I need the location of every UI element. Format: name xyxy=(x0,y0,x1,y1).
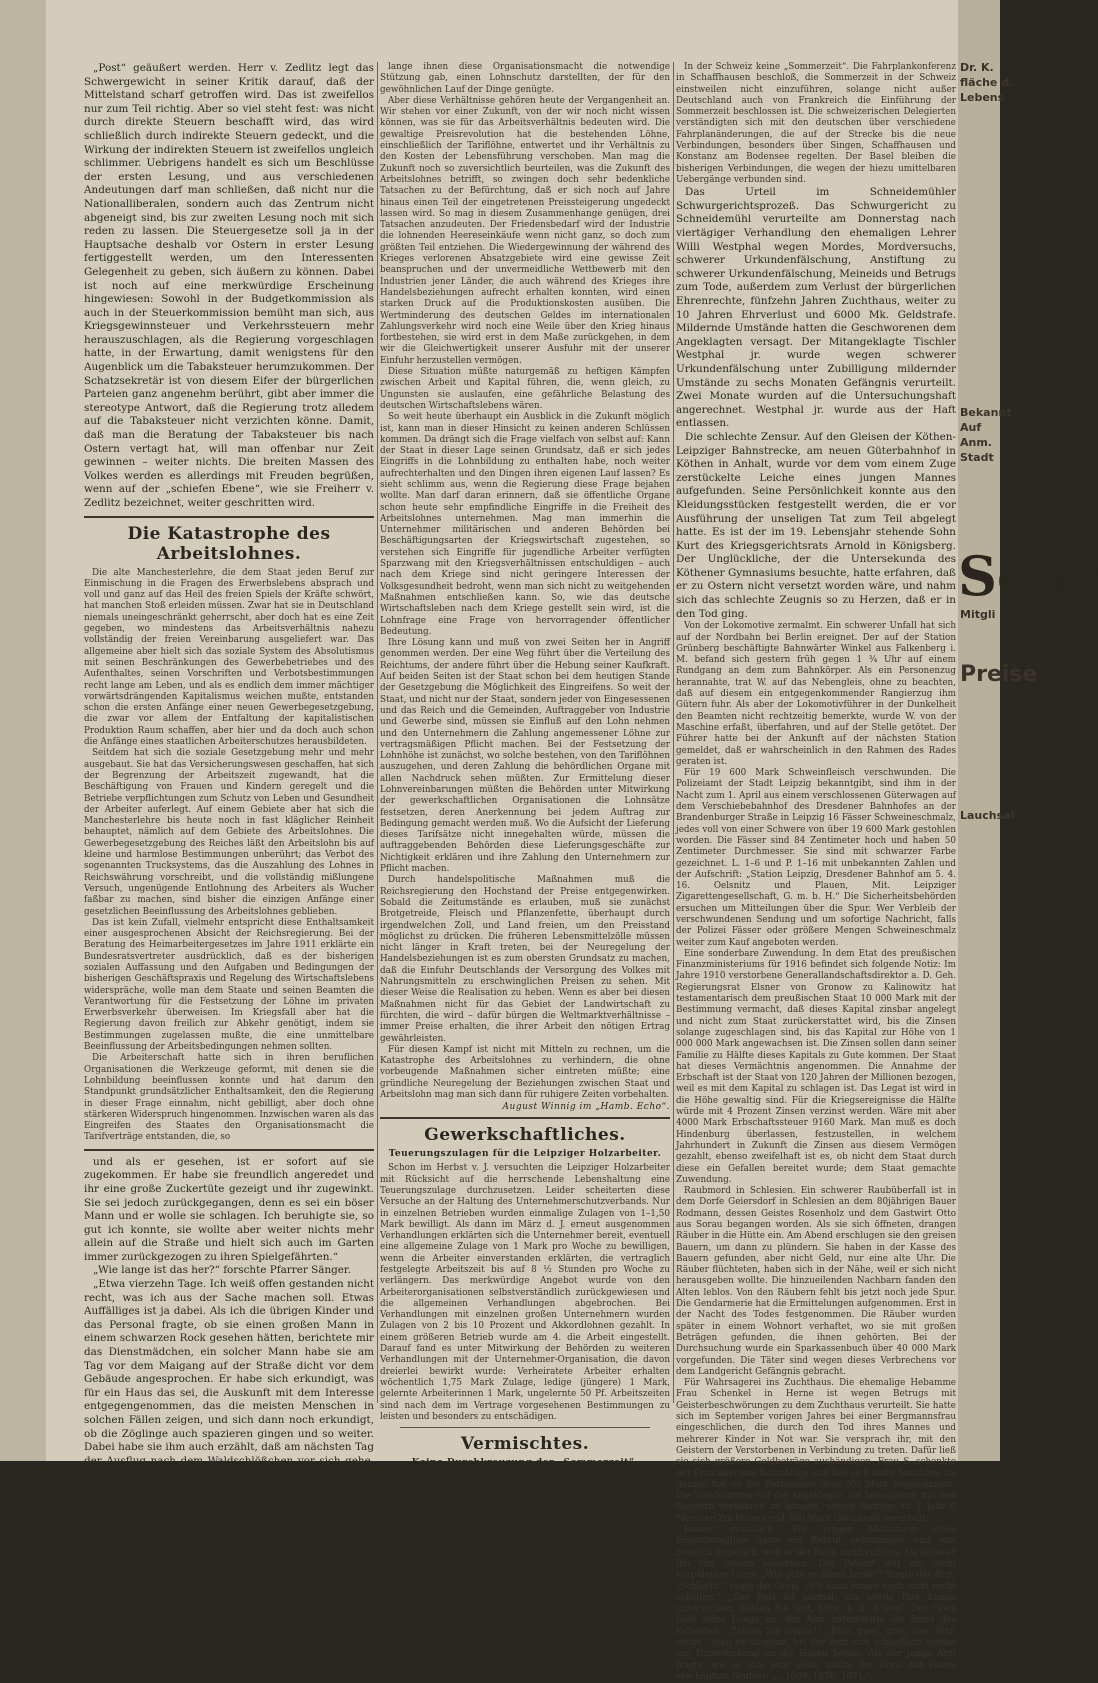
news-item: Eine sonderbare Zuwendung. In dem Etat des preußischen Finanzministeriums für 1916 befindet sich folgende Notiz: Im Jahre 1910 verstorbene Generallandschaftsdirektor a. D. Geh. Regierungsrat Elsner von Gronow zu Kalinowitz hat testamentarisch dem preußischen Staat 10 000 Mark mit der Bestimmung vermacht, daß dieses Kapital zinsbar angelegt und nicht zum Staat zurückerstattet wird, bis die Zinsen solange zugeschlagen sind, bis das Kapital zur Höhe von 1 000 000 Mark angewachsen ist. Die Zinsen sollen dann seiner Familie zu Hälfte dieses Kapitals zu Gute kommen. Der Staat hat dieses Vermächtnis angenommen. Die Annahme der Erbschaft ist der Staat von 120 Jahren der Millionen bezogen, weil es mit dem Kapital zu schlagen ist. Das Legat ist wird in die Höhe gewaltig sind. Für die Kriegsereignisse die Hälfte würde mit 4 Prozent Zinsen verzinst werden. Wäre mit aber 4000 Mark Erbschaftssteuer 9160 Mark. Man muß es doch Hindenburg überlassen, festzustellen, in welchem Jahrhundert in Zukunft die Zinsen aus diesem Vermögen gezahlt, ebenso zweifelhaft ist es, ob nicht dem Staat durch diese ein Gefallen bereitet wurde; dem Staat gemachte Zuwendung. xyxy=(676,948,956,1185)
article-text: Der Staatssekretär des Innern als Vertreter des Reichskanzlers hat durch besonderes Rundschreiben die Behörden angewiesen, alle Maßnahmen zur Durchführung der Sommerzeit mit allen Mitteln zu fördern. Er weist die Behörden in die Hand zu nehmen und alle Versuche, die Wirkung dieser Reichsverordnung durch Verlegung der Geschäftsstunden zu durchkreuzen, mit aller Entschiedenheit zu bekämpfen. Es soll nicht gestattet werden, daß die bisher üblichen Geschäftsstunden um 1 Mai ab geändert werden. Die Absicht geht vielmehr dahin, zu ihrem Vorteil die Arbeitszeit ihrer Angestellten um eine Stunde, da Behörde damit einzeln entgegenzutreten werden können. xyxy=(380,1472,670,1661)
edge-text: Stadt xyxy=(960,451,994,464)
article-subtitle: Teuerungszulagen für die Leipziger Holzarbeiter. xyxy=(388,1149,662,1160)
continued-note: (Fortsetzung folgt.) xyxy=(177,1631,281,1644)
edge-text: Mitgli xyxy=(960,608,996,621)
edge-text: Dr. K. xyxy=(960,61,994,74)
column-3 xyxy=(676,62,956,1682)
news-item: Von der Lokomotive zermalmt. Ein schwerer Unfall hat sich auf der Nordbahn bei Berlin ereignet. Der auf der Station Grünberg beschäftigte Bahnwärter Winkel aus Falkenberg i. M. befand sich gestern früh gegen 1 ¾ Uhr auf einem Rundgang an dem zum Bahnkörper. Als ein Personenzug herannahte, trat W. auf das Nebengleis, ohne zu beachten, daß auf diesem ein entgegenkommender Rangierzug ihm Gütern fuhr. Als aber der Lokomotivführer in der Dunkelheit den Beamten nicht rechtzeitig bemerkte, wurde W. von der Maschine erfaßt, überfahren, und auf der Stelle getötet. Der Führer hatte bei der Ankunft auf der nächsten Station gemeldet, daß er wahrscheinlich in den Rahmen des Rades geraten ist. xyxy=(676,621,956,767)
edge-text: Lauchsal xyxy=(960,809,1015,822)
article-text: Aber diese Verhältnisse gehören heute der Vergangenheit an. Wir stehen vor einer Zukunft, von der wir noch nicht wissen können, was sie für das Arbeitsverhältnis bedeuten wird. Die gewaltige Preisrevolution hat die bestehenden Löhne, einschließlich der Tariflöhne, entwertet und ihr Verhältnis zu den Kosten der Lebensführung verschoben. Man mag die Zukunft noch so zuversichtlich beurteilen, was die Zukunft des Arbeitslohnes betrifft, so zwingen doch sehr bedenkliche Tatsachen zu der Befürchtung, daß er sich noch auf Jahre hinaus einen Teil der eingetretenen Preissteigerung ungedeckt lassen wird. So mag in diesem Zusammenhange genügen, drei Tatsachen anzudeuten. Der Friedensbedarf wird der Industrie die lohnenden Heereseinkäufe wenn nicht ganz, so doch zum größten Teil entziehen. Die Wiedergewinnung der während des Krieges verlorenen Absatzgebiete wird eine gewisse Zeit beanspruchen und der unvermeidliche Wettbewerb mit den Industrien jener Länder, die auch während des Krieges ihre Handelsbeziehungen aufrecht erhalten konnten, wird einen starken Druck auf die Produktionskosten ausüben. Die Wertminderung des deutschen Geldes im internationalen Zahlungsverkehr wird noch eine Weile über den Krieg hinaus fortbestehen, sie wird erst in dem Maße zurückgehen, in dem wir die Gleichwertigkeit unserer Ausfuhr mit der unserer Einfuhr herzustellen vermögen. xyxy=(380,95,670,366)
section-divider xyxy=(380,1117,670,1119)
edge-text: Anm. xyxy=(960,436,992,449)
article-text: Für diesen Kampf ist nicht mit Mitteln zu rechnen, um die Katastrophe des Arbeitslohnes zu verhindern, die ohne vorbeugende Maßnahmen sicher eintreten müßte; eine gründliche Neuregelung der Beziehungen zwischen Staat und Arbeitslohn mag man sich dann für ruhigere Zeiten vorbehalten. xyxy=(380,1044,670,1101)
article-text: Die Arbeiterschaft hatte sich in ihren beruflichen Organisationen die Werkzeuge geformt, mit denen sie die Lohnbildung beeinflussen konnte und hat darum den Standpunkt grundsätzlicher Enthaltsamkeit, den die Regierung in dieser Frage einnahm, nicht gebilligt, aber doch ohne stärkeren Widerspruch hingenommen. Inzwischen waren als das Eingreifen des Staates den Organisationsmacht die Tarifverträge entstanden, die, so xyxy=(84,1053,374,1143)
book-binding xyxy=(0,0,46,1461)
article-text: Das ist kein Zufall, vielmehr entspricht diese Enthaltsamkeit einer ausgesprochenen Absicht der Reichsregierung. Bei der Beratung des Heimarbeitergesetzes im Jahre 1911 erklärte ein Bundesratsvertreter ausdrücklich, daß es der bisherigen sozialen Auffassung und den Aufgaben und Bedingungen der bisherigen Geschäftspraxis und Regelung des Wirtschaftslebens widerspräche, wolle man dem Staate und seinen Beamten die Verantwortung für die Festsetzung der Löhne im privaten Erwerbsverkehr überweisen. Im Kriegsfall aber hat die Regierung davon freilich zur Abkehr genötigt, indem sie Bestimmungen zugelassen mußte, die eine unmittelbare Beeinflussung der Arbeitsbedingungen nehmen sollten. xyxy=(84,917,374,1053)
article-credit: August Winnig im „Hamb. Echo“. xyxy=(502,1102,670,1113)
column-rule xyxy=(673,62,674,1403)
section-divider xyxy=(84,516,374,518)
article-text: Schon im Herbst v. J. versuchten die Leipziger Holzarbeiter mit Rücksicht auf die herrschende Lebenshaltung eine Teuerungszulage durchzusetzen. Leider scheiterten diese Versuche an der Haltung des Unternehmerschutzverbands. Nur in einzelnen Betrieben wurden einmalige Zulagen von 1–1,50 Mark bewilligt. Als dann im März d. J. erneut ausgenommen Verhandlungen erklärten sich die Unternehmer bereit, eventuell eine allgemeine Zulage von 1 Mark pro Woche zu bewilligen, wenn die Arbeiter einverstanden erklärten, die vertraglich festgelegte Arbeitszeit bis auf 8 ½ Stunden pro Woche zu verlängern. Das merkwürdige Angebot wurde von den Arbeiterorganisationen selbstverständlich zurückgewiesen und die allgemeinen Verhandlungen abgebrochen. Bei Verhandlungen mit einzelnen großen Unternehmern wurden Zulagen von 2 bis 10 Prozent und Akkordlohnen gezahlt. In einem größeren Betrieb wurde am 4. die Arbeit eingestellt. Darauf fand es unter Mitwirkung der Behörden zu weiteren Verhandlungen mit der Unternehmer-Organisation, die davon dreierlei bewirkt wurde: Verheiratete Arbeiter erhalten wöchentlich 1,75 Mark Zulage, ledige (jüngere) 1 Mark, gelernte Arbeiterinnen 1 Mark, ungelernte 50 Pf. Arbeitszeiten sind nach dem im Vertrage vorgesehenen Bestimmungen zu leisten und besonders zu entschädigen. xyxy=(380,1163,670,1422)
article-title: Die Katastrophe des Arbeitslohnes. xyxy=(127,523,331,564)
section-title: Gewerkschaftliches. xyxy=(424,1125,626,1146)
article-text: Die alte Manchesterlehre, die dem Staat jeden Beruf zur Einmischung in die Fragen des Erwerbslebens absprach und voll und ganz auf das Heil des freien Spiels der Kräfte schwört, hat manchen Stoß erleiden müssen. Zwar hat sie in Deutschland niemals uneingeschränkt geherrscht, aber doch hat es eine Zeit gegeben, wo mindestens das Arbeitsverhältnis nahezu vollständig der freien Vereinbarung ausgeliefert war. Das allgemeine aber hielt sich das soziale System des Absolutismus mit seinen Beschränkungen des Gewerbebetriebes und des Aufenthaltes, seinen Vorschriften und Verbotsbestimmungen recht lange am Leben, und als es endlich dem immer mächtiger vorwärtsdrängenden Kapitalismus weichen mußte, entstanden schon die ersten Anfänge einer neuen Gewerbegesetzgebung, die zwar vor allem der Entfaltung der kapitalistischen Produktion Raum schaffen, aber hier und da doch auch schon die Anfänge eines staatlichen Arbeiterschutzes herausbildeten. xyxy=(84,567,374,748)
edge-text: Preise xyxy=(960,662,1038,687)
edge-text: Bekannt xyxy=(960,406,1012,419)
masthead-fragment: Sebr xyxy=(958,544,1098,608)
section-title: Vermischtes. xyxy=(460,1434,590,1455)
article-text: Durch handelspolitische Maßnahmen muß die Reichsregierung den Hochstand der Preise entgegenwirken. Sobald die Zeitumstände es erlauben, muß sie zunächst Brotgetreide, Fleisch und Pflanzenfette, überhaupt durch irgendwelchen Zoll, und Land freien, um den Preisstand möglichst zu drücken. Die früheren Lebensmittelzölle müssen nicht länger in Kraft treten, bei der Neuregelung der Handelsbeziehungen ist es zum obersten Grundsatz zu machen, daß die Einfuhr Deutschlands der Versorgung des Volkes mit Nahrungsmitteln zu erschwinglichen Preisen zu sehen. Mit dieser Weise die Realisation zu heben. Wenn es aber bei diesen Maßnahmen nicht für das Gebiet der Landwirtschaft zu fürchten, die wird – dafür bürgen die Weltmarktverhältnisse – immer Preise erhalten, die ihrer Arbeit den nötigen Ertrag gewährleisten. xyxy=(380,875,670,1044)
news-item: Die schlechte Zensur. Auf den Gleisen der Köthen-Leipziger Bahnstrecke, am neuen Güterbahnhof in Köthen in Anhalt, wurde vor dem vom einem Zuge zerstückelte Leiche eines jungen Mannes aufgefunden. Seine Persönlichkeit konnte aus den Kleidungsstücken festgestellt werden, die er vor Ausführung der unseligen Tat zum Teil abgelegt hatte. Es ist der im 19. Lebensjahr stehende Sohn Kurt des Kriegsgerichtsrats Arnold in Königsberg. Der Unglückliche, der die Untersekunda des Köthener Gymnasiums besuchte, hatte erfahren, daß er zu Ostern nicht versetzt worden wäre, und nahm sich das schlechte Zeugnis so zu Herzen, daß er in den Tod ging. xyxy=(676,430,956,620)
article-text: Diese Situation müßte naturgemäß zu heftigen Kämpfen zwischen Arbeit und Kapital führen, die, wenn gleich, zu Ungunsten sie auslaufen, eine gefährliche Belastung des deutschen Wirtschaftslebens wären. xyxy=(380,367,670,411)
news-item: Raubmord in Schlesien. Ein schwerer Raubüberfall ist in dem Dorfe Geiersdorf in Schlesien an dem 80jährigen Bauer Rodmann, dessen Geistes Rosenholz und dem Gastwirt Otto aus Sorau begangen worden. Als sie sich öffneten, drangen Räuber in die Hütte ein. Am Abend erschlugen sie den greisen Bauern, um dann zu plündern. Sie haben in der Kasse des Bauern gefunden, aber nicht Geld, nur eine alte Uhr. Die Räuber flüchteten, haben sich in der Nähe, weil er sich nicht herausgeben wollte. Die hinzueilenden Nachbarn fanden den Alten leblos. Von den Räubern fehlt bis jetzt noch jede Spur. Die Gendarmerie hat die Ermittelungen aufgenommen. Erst in der Nacht des Todes festgenommen. Die Räuber wurden später in einem Wohnort verhaftet, wo sie mit großen Beträgen gefunden, die ihnen gehörten. Bei der Durchsuchung wurde ein Sparkassenbuch über 40 000 Mark vorgefunden. Die Täter sind wegen dieses Verbrechens vor dem Landgericht Gefängnis gebracht. xyxy=(676,1186,956,1377)
news-item: Für 19 600 Mark Schweinfleisch verschwunden. Die Polizeiamt der Stadt Leipzig bekanntgibt, sind ihm in der Nacht zum 1. April aus einem verschlossenen Güterwagen auf dem Verschiebebahnhof des Dresdener Bahnhofes an der Brandenburger Straße in Leipzig 16 Fässer Schweineschmalz, jedes voll von einer Schwere von über 19 600 Mark gestohlen worden. Die Fässer sind 84 Zentimeter hoch und haben 50 Zentimeter Durchmesser. Sie sind mit schwarzer Farbe gezeichnet. L. 1–6 und P. 1–16 mit unbekannten Zahlen und der Aufschrift: „Station Leipzig, Dresdener Bahnhof am 5. 4. 16. Oelsnitz und Plauen, Mit. Leipziger Zigarettengesellschaft, G. m. b. H.“ Die Sicherheitsbehörden ersuchen um Mitteilungen über die Spur. Wer Verbleib der verschwundenen Sendung und um sofortige Nachricht, falls der Polizei Fässer oder größere Mengen Schweineschmalz weiter zum Kauf angeboten werden. xyxy=(676,768,956,948)
story-text: und als er gesehen, ist er sofort auf sie zugekommen. Er habe sie freundlich angeredet und ihr eine große Zuckertüte gezeigt und ihr zugewinkt. Sie sei jedoch zurückgegangen, denn es sei ein böser Mann und er wolle sie schlagen. Ich beruhigte sie, so gut ich konnte, sie wollte aber weiter nichts mehr allein auf die Straße und hielt sich auch im Garten immer zurückgezogen zu ihren Spielgefährten.“ xyxy=(84,1155,374,1263)
article-text: lange ihnen diese Organisationsmacht die notwendige Stützung gab, einen Lohnschutz darstellten, der für den gewöhnlichen Lauf der Dinge genügte. xyxy=(380,62,670,95)
article-text: „Post“ geäußert werden. Herr v. Zedlitz legt das Schwergewicht in seiner Kritik darauf, daß der Mittelstand scharf getroffen wird. Das ist zweifellos nur zum Teil richtig. Aber so viel steht fest: was nicht durch direkte Steuern beschafft wird, das wird schließlich durch indirekte Steuern gedeckt, und die Wirkung der indirekten Steuern ist zweifellos ungleich schlimmer. Uebrigens handelt es sich um Beschlüsse der ersten Lesung, und aus verschiedenen Andeutungen darf man schließen, daß nicht nur die Nationalliberalen, sondern auch das Zentrum nicht abgeneigt sind, bis zur zweiten Lesung noch mit sich reden zu lassen. Die Steuergesetze soll ja in der Hauptsache deshalb vor Ostern in erster Lesung fertiggestellt werden, um den Interessenten Gelegenheit zu geben, sich äußern zu können. Dabei ist noch auf eine merkwürdige Erscheinung hingewiesen: Sowohl in der Budgetkommission als auch in der Steuerkommission bemüht man sich, aus Kriegsgewinnsteuer und Verkehrssteuern mehr herauszuschlagen, als die Regierung vorgeschlagen hatte, in der Erwartung, damit wenigstens für den Augenblick um die Tabaksteuer herumzukommen. Der Schatzsekretär ist von diesem Eifer der bürgerlichen Parteien ganz angenehm berührt, gibt aber immer die stereotype Antwort, daß die Regierung trotz alledem auf die Tabaksteuer nicht verzichten könne. Damit, daß man die Beratung der Tabaksteuer bis nach Ostern vertagt hat, will man offenbar nur Zeit gewinnen – weiter nichts. Die breiten Massen des Volkes werden es allerdings mit Freuden begrüßen, wenn auf der „schiefen Ebene“, wie sie Freiherr v. Zedlitz bezeichnet, weiter geschritten wird. xyxy=(84,62,374,509)
article-text: Seitdem hat sich die soziale Gesetzgebung mehr und mehr ausgebaut. Sie hat das Versicherungswesen geschaffen, hat sich der Begrenzung der Arbeitszeit zugewandt, hat die Beschäftigung von Frauen und Kindern geregelt und die Betriebe verpflichtungen zum Schutz von Leben und Gesundheit der Arbeiter auferlegt. Auf einem Gebiete aber hat sich die Manchesterlehre bis heute noch in fast kläglicher Reinheit behauptet, nämlich auf dem Gebiete des Arbeitslohnes. Die Gewerbegesetzgebung des Reiches läßt den Arbeitslohn bis auf kleine und harmlose Bestimmungen unberührt; das Verbot des sogenannten Trucksystems, das die Auszahlung des Lohnes in Reichswährung vorschreibt, und die vollständig mißlungene Versuch, ungenügende Entlohnung des Arbeiters als Wucher faßbar zu machen, sind bisher die einzigen Anfänge einer gesetzlichen Beeinflussung des Arbeitslohnes geblieben. xyxy=(84,748,374,917)
news-item: Das Urteil im Schneidemühler Schwurgerichtsprozeß. Das Schwurgericht zu Schneidemühl verurteilte am Donnerstag nach viertägiger Verhandlung den ehemaligen Lehrer Willi Westphal wegen Mordes, Mordversuchs, schwerer Urkundenfälschung, Anstiftung zu schwerer Urkundenfälschung, Meineids und Betrugs zum Tode, außerdem zum Verlust der bürgerlichen Ehrenrechte, fünfzehn Jahren Zuchthaus, weiter zu 10 Jahren Ehrverlust und 6000 Mk. Geldstrafe. Mildernde Umstände hatten die Geschworenen dem Angeklagten versagt. Der Mitangeklagte Tischler Westphal jr. wurde wegen schwerer Urkundenfälschung unter Zubilligung mildernder Umstände zu sechs Monaten Gefängnis verurteilt. Zwei Monate wurden auf die Untersuchungshaft angerechnet. Westphal jr. wurde aus der Haft entlassen. xyxy=(676,186,956,430)
column-1 xyxy=(84,62,374,1644)
column-2 xyxy=(380,62,670,1661)
story-text: „Sie entsinnen sich nicht, ihn als Zeuge während des Prozesses gegen Walpurgis' Vater bemerkt zu haben?“ xyxy=(84,1590,374,1617)
section-divider xyxy=(84,1149,374,1151)
column-rule xyxy=(377,62,378,1403)
section-divider xyxy=(400,1427,650,1428)
story-text: „Nein.“ xyxy=(93,1577,133,1590)
story-text: „Etwa vierzehn Tage. Ich weiß offen gestanden nicht recht, was ich aus der Sache machen soll. Etwas Auffälliges ist ja dabei. Als ich die übrigen Kinder und das Personal fragte, ob sie einen großen Mann in einem schwarzen Rock gesehen hätten, berichtete mir das Dienstmädchen, ein solcher Mann habe sie am Tag vor dem Maigang auf der Straße dicht vor dem Gebäude angesprochen. Er habe sich erkundigt, was für ein Haus das sei, die Auskunft mit dem Interesse entgegengenommen, das die meisten Menschen in solchen Fällen zeigen, und sich dann noch erkundigt, ob die Zöglinge auch spazieren gingen und so weiter. Dabei habe sie ihm auch erzählt, daß am nächsten Tag der Ausflug nach dem Waldschlößchen vor sich gehe. Der Besuch deshalb hier kann kein Zufall, doch ist es ja immerhin möglich, daß der Herr, der vielleicht hier wohnt, bloße Neugier hingeschrieben hat und das alles übrige sich aus einer Einbildung ist, die sich in dem Kinde Gehirn des Walpurgis im Anbetracht des schwarzen Bartes des Fremden festgesetzt hat.“ xyxy=(84,1278,374,1549)
story-text: „Wie lange ist das her?“ forschte Pfarrer Sänger. xyxy=(93,1264,352,1277)
news-item: Für Wahrsagerei ins Zuchthaus. Die ehemalige Hebamme Frau Schenkel in Herne ist wegen Betrugs mit Geisterbeschwörungen zu dem Zuchthaus verurteilt. Sie hatte sich im September vorigen Jahres bei einer Bergmannsfrau eingeschlichen, die durch den Tod ihres Mannes und mehrerer Kinder in Not war. Sie versprach ihr, mit den Geistern der Verstorbenen in Verbindung zu treten. Dafür ließ sie sich größere Geldbeträge aushändigen. Frau S. schenkte der Frau aber nur Ratschläge und ließ sich dafür bezahlen. Im ganzen hat sie der Betrogenen über 300 Mark abgenommen. Die Strafkammer hat die Angeklagte, die behauptete, mit den Geistern verkehren zu können, wegen Betrugs zu 1 Jahr 6 Monaten Zuchthaus und 300 Mark Geldstrafe verurteilt. xyxy=(676,1378,956,1524)
article-text: So weit heute überhaupt ein Ausblick in die Zukunft möglich ist, kann man in dieser Hinsicht zu keinen anderen Schlüssen kommen. Da drängt sich die Frage vielfach von selbst auf: Kann der Staat in dieser Lage seinen Grundsatz, daß er sich jedes Eingriffs in die Lohnbildung zu enthalten habe, noch weiter aufrechterhalten und den Dingen ihren eigenen Lauf lassen? Es sieht schlimm aus, wenn die Regierung diese Frage bejahen wollte. Man darf daran erinnern, daß sie öffentliche Organe schon heute sehr empfindliche Eingriffe in die Freiheit des Arbeitslohnes unternehmen. Mag man immerhin die Unternehmer militärischen und anderen Behörden bei Beschäftigungsarten der Kriegswirtschaft zugestehen, so verstehen sich Eingriffe für jugendliche Arbeiter verfügten Sparzwang mit den Kriegsverhältnissen entschuldigen – auch nach dem Kriege sind nicht geringere Interessen der Volksgesundheit bedroht, wenn man sich nicht zu weitgehenden Maßnahmen entschließen kann. So, wie das deutsche Wirtschaftsleben nach dem Kriege gestellt sein wird, ist die Lohnfrage eine Frage von hervorragender öffentlicher Bedeutung. xyxy=(380,412,670,637)
edge-text: Lebens xyxy=(960,91,1005,104)
news-item: Immer gründlich. Ein junger Militärarzt eines Ersatzbataillons hatte ein Rekrut gebrummelt und war ziemlich ärgerlich, weil er der Rede nicht zuhörte. Da hatte er ihn von neuem begonnen. Der Patient war ein recht korpulenter Greis. „Wie geht es Ihnen heute?“ fragte der Arzt. „Schlecht,“ sagte der Greis. „Ich kann immer noch nicht recht schlafen.“ „Der Puls ist normal; ich werde Ihre Lunge untersuchen. Zählen Sie laut, bitte, 1, 2, 3 usw.“ Der Greis hielt seine Lunge an, der Arzt untersuchte die Brust des Patienten. „Zählen Sie weiter!“ „Eins, zwei, drei, vier, fünf, sechs,“ ging es langsam, bis der Arzt sich schließlich wieder zur Untersuchung an die Hosen begab. Als der junge Arzt fragte, wie es ihm jetzt gehe, zählte der Greis mit einem erschöpften Seufzer: „...1069, 1070, 1071.“ xyxy=(676,1525,956,1682)
edge-text: Auf xyxy=(960,421,982,434)
article-text: Ihre Lösung kann und muß von zwei Seiten her in Angriff genommen werden. Der eine Weg führt über die Verteilung des Reichtums, der andere führt über die Hebung seiner Kaufkraft. Auf beiden Seiten ist der Staat schon bei dem heutigen Stande der Gesetzgebung die Möglichkeit des Eingreifens. So weit der Staat, und nicht nur der Staat, sondern jeder von Eingesessenen und das Reich und die Gemeinden, Auftraggeber von Industrie und Gewerbe sind, müssen sie Einfluß auf den Lohn nehmen und den Unternehmern die Zahlung angemessener Löhne zur vertragsmäßigen Pflicht machen. Bei der Festsetzung der Lohnhöhe ist zunächst, wo solche bestehen, von den Tariflöhnen auszugehen, und deren Zahlung die behördlichen Organe mit allen Nachdruck sehen müßten. Zur Ermittelung dieser Lohnvereinbarungen müßten die Behörden unter Mitwirkung der gewerkschaftlichen Organisationen die Lohnsätze festsetzen, deren Anerkennung bei jedem Auftrag zur Bedingung gemacht werden muß. Wo die Aufsicht der Lieferung dieses Tarifsätze nicht innegehalten würde, müssen die auftraggebenden Behörden diese Lieferungsgeschäfte zur Nichtigkeit erklären und ihre Zahlung den Unternehmern zur Pflicht machen. xyxy=(380,638,670,875)
adjacent-page-edge xyxy=(958,0,1098,1461)
news-item: In der Schweiz keine „Sommerzeit“. Die Fahrplankonferenz in Schaffhausen beschloß, die Sommerzeit in der Schweiz einstweilen nicht einzuführen, solange nicht außer Deutschland auch von Frankreich die Einführung der Sommerzeit beschlossen ist. Die schweizerischen Delegierten verständigten sich mit den deutschen über verschiedene Fahrplanänderungen, die auf der Strecke bis die neue Verbindungen, besonders über Singen, Schaffhausen und Konstanz am Bodensee regelten. Der Basel bleiben die bisherigen Verbindungen, die wegen der hiezu umittelbaren Uebergänge verbunden sind. xyxy=(676,62,956,185)
story-text: „Durchaus nicht.“ xyxy=(93,1617,188,1630)
edge-text: fläche d. xyxy=(960,76,1014,89)
article-subtitle: Keine Durchkreuzung der „Sommerzeit“. xyxy=(411,1458,639,1469)
story-text: Der Pfarrer wiegte sinnend das Haupt. „Sie selber kannten den Mann nicht?“ fragte er. xyxy=(84,1549,374,1576)
